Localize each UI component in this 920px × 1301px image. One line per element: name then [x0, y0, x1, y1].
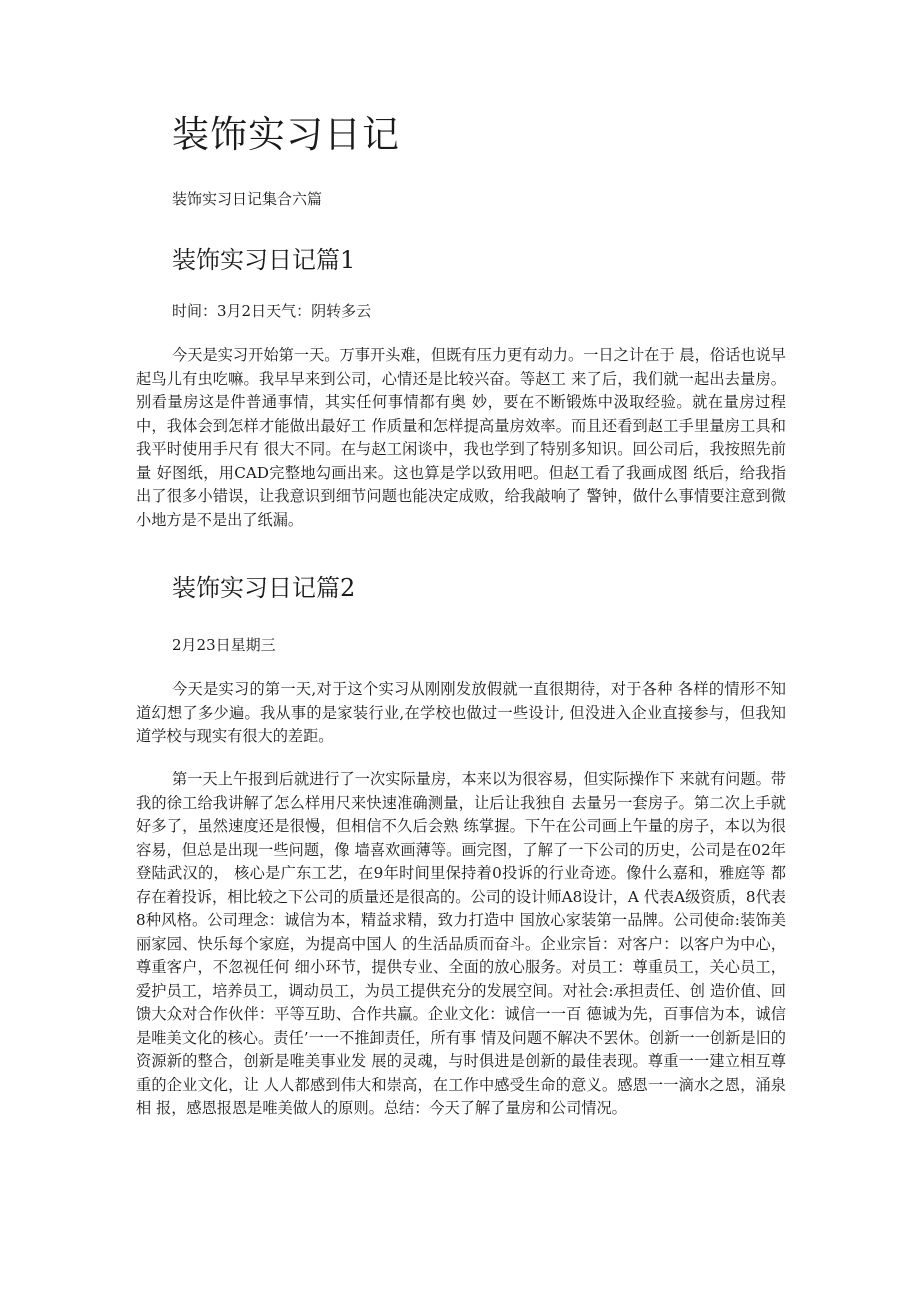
- section-2-paragraph-1: 今天是实习的第一天,对于这个实习从刚刚发放假就一直很期待，对于各种 各样的情形不知道幻想了多少遍。我从事的是家装行业,在学校也做过一些设计, 但没进入企业直接参与，但我知道学校与现实有很大的差距。: [136, 680, 786, 745]
- section-2-paragraph-2: 第一天上午报到后就进行了一次实际量房，本来以为很容易，但实际操作下 来就有问题。带我的徐工给我讲解了怎么样用尺来快速准确测量，让后让我独自 去量另一套房子。第二次上手就好多了，虽然速度还是很慢，但相信不久后会熟 练掌握。下午在公司画上午量的房子，本以为很容易，但总是出现一些问题，像 墙喜欢画薄等。画完图，了解了一下公司的历史，公司是在02年登陆武汉的， 核心是广东工艺，在9年时间里保持着0投诉的行业奇迹。像什么嘉和，雅庭等 都存在着投诉，相比较之下公司的质量还是很高的。公司的设计师A8设计，A 代表A级资质，8代表8种风格。公司理念：诚信为本，精益求精，致力打造中 国放心家装第一品牌。公司使命:装饰美丽家园、快乐每个家庭，为提高中国人 的生活品质而奋斗。企业宗旨：对客户：以客户为中心，尊重客户，不忽视任何 细小环节，提供专业、全面的放心服务。对员工：尊重员工，关心员工，爱护员工，培养员工，调动员工，为员工提供充分的发展空间。对社会:承担责任、创 造价值、回馈大众对合作伙伴：平等互助、合作共赢。企业文化：诚信一一百 德诚为先，百事信为本，诚信是唯美文化的核心。责任’一一不推卸责任，所有事 情及问题不解决不罢休。创新一一创新是旧的资源新的整合，创新是唯美事业发 展的灵魂，与时俱进是创新的最佳表现。尊重一一建立相互尊重的企业文化，让 人人都感到伟大和崇高，在工作中感受生命的意义。感恩一一滴水之恩，涌泉相 报，感恩报恩是唯美做人的原则。总结：今天了解了量房和公司情况。: [136, 770, 786, 1117]
- document-subtitle: 装饰实习日记集合六篇: [172, 190, 323, 208]
- section-heading-1: 装饰实习日记篇1: [172, 246, 356, 274]
- section-heading-2: 装饰实习日记篇2: [172, 574, 356, 602]
- document-title: 装饰实习日记: [172, 113, 400, 156]
- section-1-date-weather: 时间：3月2日天气：阴转多云: [172, 302, 372, 320]
- section-2-date: 2月23日星期三: [172, 636, 276, 654]
- section-1-paragraph-1: 今天是实习开始第一天。万事开头难，但既有压力更有动力。一日之计在于 晨，俗话也说早起鸟儿有虫吃嘛。我早早来到公司，心情还是比较兴奋。等赵工 来了后，我们就一起出去量房。别看量房这是件普通事情，其实任何事情都有奥 妙，要在不断锻炼中汲取经验。就在量房过程中，我体会到怎样才能做出最好工 作质量和怎样提高量房效率。而且还看到赵工手里量房工具和我平时使用手尺有 很大不同。在与赵工闲谈中，我也学到了特别多知识。回公司后，我按照先前量 好图纸，用CAD完整地勾画出来。这也算是学以致用吧。但赵工看了我画成图 纸后，给我指出了很多小错误，让我意识到细节问题也能决定成败，给我敲响了 警钟，做什么事情要注意到微小地方是不是出了纸漏。: [136, 346, 786, 529]
